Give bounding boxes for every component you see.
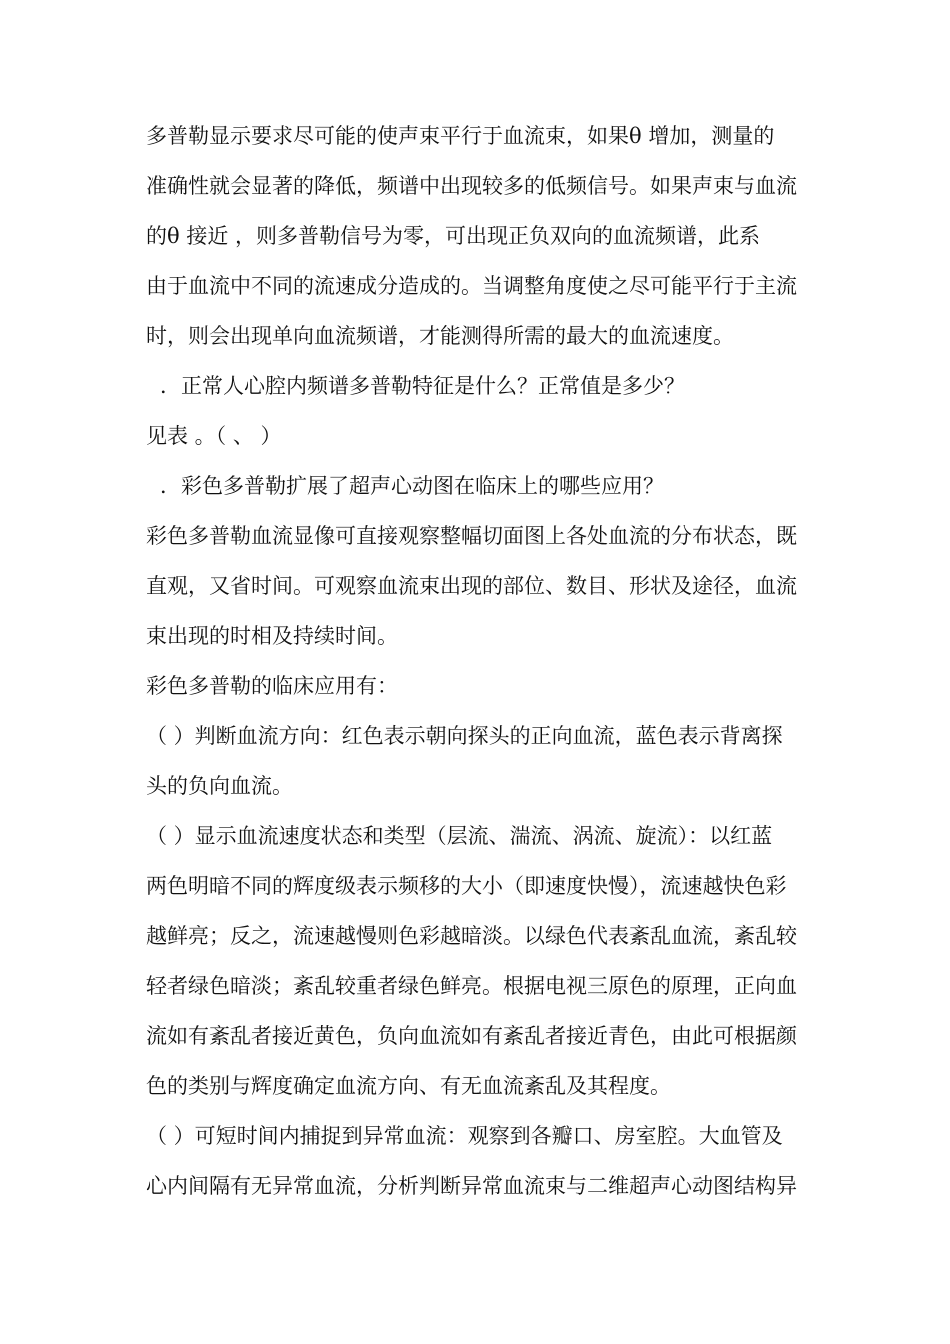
text-line: 头的负向血流。 (146, 774, 293, 798)
text-line: 直观，又省时间。可观察血流束出现的部位、数目、形状及途径，血流 (146, 574, 797, 598)
text-line: 心内间隔有无异常血流，分析判断异常血流束与二维超声心动图结构异 (146, 1174, 797, 1198)
text-line: （ ）判断血流方向：红色表示朝向探头的正向血流，蓝色表示背离探 (146, 724, 783, 748)
text-line: 两色明暗不同的辉度级表示频移的大小（即速度快慢），流速越快色彩 (146, 874, 787, 898)
text-line: 由于血流中不同的流速成分造成的。当调整角度使之尽可能平行于主流 (146, 274, 797, 298)
text-line: （ ）可短时间内捕捉到异常血流：观察到各瓣口、房室腔。大血管及 (146, 1124, 783, 1148)
text-line: 越鲜亮；反之，流速越慢则色彩越暗淡。以绿色代表紊乱血流，紊乱较 (146, 924, 797, 948)
text-line: 彩色多普勒的临床应用有： (146, 674, 398, 698)
text-line: 见表 。（ 、 ） (146, 424, 282, 448)
text-line: 准确性就会显著的降低，频谱中出现较多的低频信号。如果声束与血流 (146, 174, 797, 198)
text-line: 色的类别与辉度确定血流方向、有无血流紊乱及其程度。 (146, 1074, 671, 1098)
text-line: 多普勒显示要求尽可能的使声束平行于血流束，如果θ 增加，测量的 (146, 124, 775, 148)
text-line: 流如有紊乱者接近黄色，负向血流如有紊乱者接近青色，由此可根据颜 (146, 1024, 797, 1048)
text-line: 束出现的时相及持续时间。 (146, 624, 398, 648)
text-line: 彩色多普勒血流显像可直接观察整幅切面图上各处血流的分布状态，既 (146, 524, 797, 548)
question-line: ．正常人心腔内频谱多普勒特征是什么？正常值是多少？ (160, 374, 685, 398)
text-line: 轻者绿色暗淡；紊乱较重者绿色鲜亮。根据电视三原色的原理，正向血 (146, 974, 797, 998)
text-line: （ ）显示血流速度状态和类型（层流、湍流、涡流、旋流）：以红蓝 (146, 824, 773, 848)
text-line: 的θ 接近 ，则多普勒信号为零，可出现正负双向的血流频谱，此系 (146, 224, 760, 248)
text-line: 时，则会出现单向血流频谱，才能测得所需的最大的血流速度。 (146, 324, 734, 348)
question-line: ．彩色多普勒扩展了超声心动图在临床上的哪些应用？ (160, 474, 664, 498)
